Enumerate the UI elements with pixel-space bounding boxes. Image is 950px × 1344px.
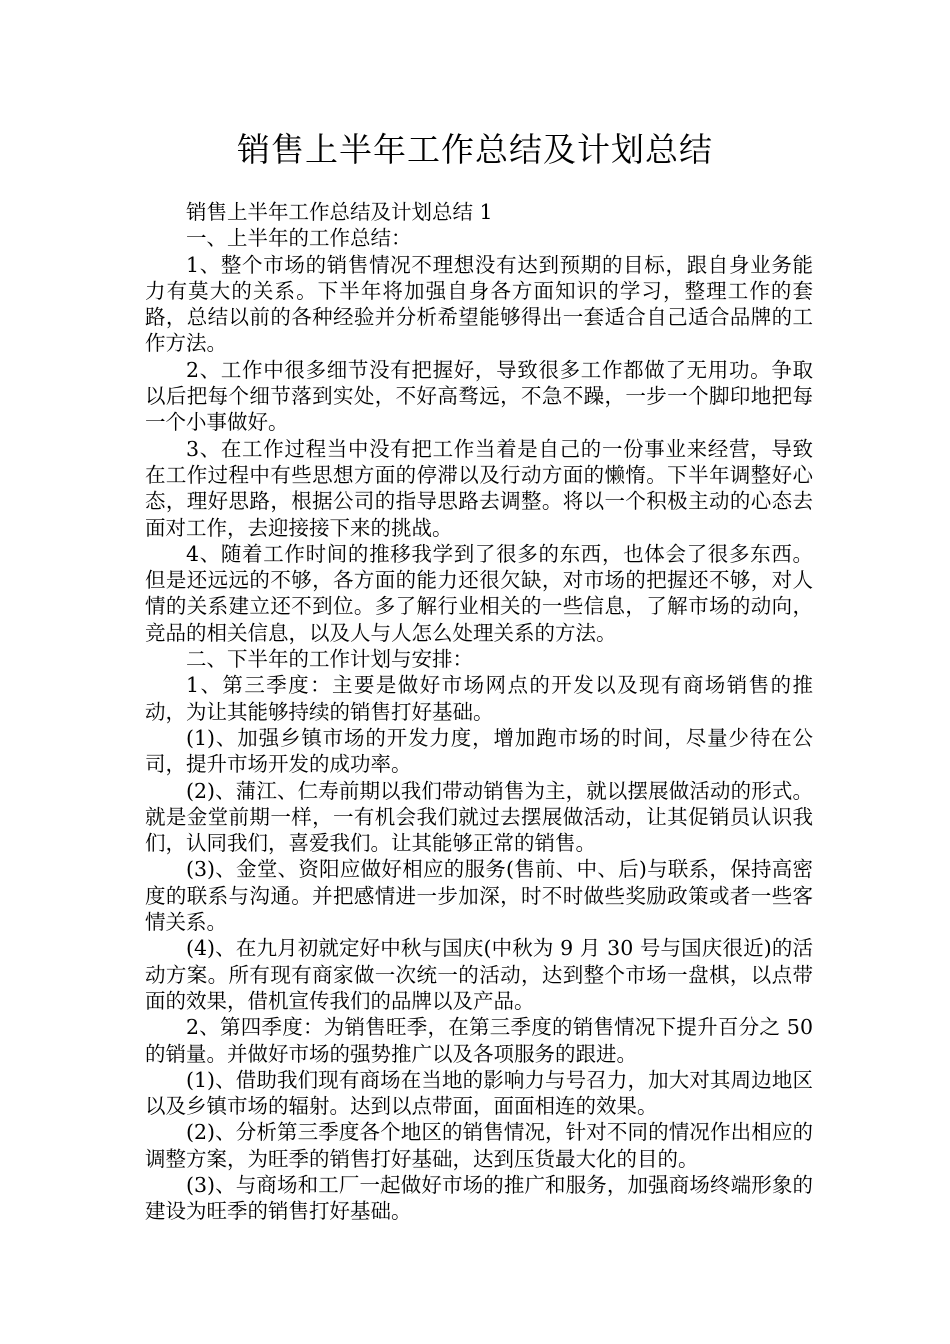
paragraph-summary-2: 2、工作中很多细节没有把握好，导致很多工作都做了无用功。争取以后把每个细节落到实处，不好高骛远，不急不躁，一步一个脚印地把每一个小事做好。	[145, 357, 813, 435]
paragraph-q3-item-2: (2)、蒲江、仁寿前期以我们带动销售为主，就以摆展做活动的形式。就是金堂前期一样，一有机会我们就过去摆展做活动，让其促销员认识我们，认同我们，喜爱我们。让其能够正常的销售。	[145, 778, 813, 856]
heading-second-half-plan: 二、下半年的工作计划与安排：	[186, 647, 473, 672]
paragraph-summary-4: 4、随着工作时间的推移我学到了很多的东西，也体会了很多东西。但是还远远的不够，各方面的能力还很欠缺，对市场的把握还不够，对人情的关系建立还不到位。多了解行业相关的一些信息，了解市场的动向，竞品的相关信息，以及人与人怎么处理关系的方法。	[145, 541, 813, 645]
paragraph-q4-item-1: (1)、借助我们现有商场在当地的影响力与号召力，加大对其周边地区以及乡镇市场的辐射。达到以点带面，面面相连的效果。	[145, 1067, 813, 1119]
paragraph-summary-3: 3、在工作过程当中没有把工作当着是自己的一份事业来经营，导致在工作过程中有些思想方面的停滞以及行动方面的懒惰。下半年调整好心态，理好思路，根据公司的指导思路去调整。将以一个积极主动的心态去面对工作，去迎接接下来的挑战。	[145, 436, 813, 540]
paragraph-q3-plan: 1、第三季度：主要是做好市场网点的开发以及现有商场销售的推动，为让其能够持续的销售打好基础。	[145, 673, 813, 724]
paragraph-q3-item-1: (1)、加强乡镇市场的开发力度，增加跑市场的时间，尽量少待在公司，提升市场开发的成功率。	[145, 725, 813, 777]
paragraph-q3-item-4: (4)、在九月初就定好中秋与国庆(中秋为 9 月 30 号与国庆很近)的活动方案。所有现有商家做一次统一的活动，达到整个市场一盘棋，以点带面的效果，借机宣传我们的品牌以及产品。	[145, 936, 813, 1013]
paragraph-q4-item-2: (2)、分析第三季度各个地区的销售情况，针对不同的情况作出相应的调整方案，为旺季的销售打好基础，达到压货最大化的目的。	[145, 1120, 813, 1171]
document-title: 销售上半年工作总结及计划总结	[237, 130, 713, 169]
paragraph-q4-item-3: (3)、与商场和工厂一起做好市场的推广和服务，加强商场终端形象的建设为旺季的销售打好基础。	[145, 1172, 813, 1224]
paragraph-q3-item-3: (3)、金堂、资阳应做好相应的服务(售前、中、后)与联系，保持高密度的联系与沟通。并把感情进一步加深，时不时做些奖励政策或者一些客情关系。	[145, 857, 813, 935]
heading-first-half-summary: 一、上半年的工作总结：	[186, 226, 412, 251]
paragraph-summary-1: 1、整个市场的销售情况不理想没有达到预期的目标，跟自身业务能力有莫大的关系。下半年将加强自身各方面知识的学习，整理工作的套路，总结以前的各种经验并分析希望能够得出一套适合自己适合品牌的工作方法。	[145, 252, 813, 356]
paragraph-q4-plan: 2、第四季度：为销售旺季，在第三季度的销售情况下提升百分之 50 的销量。并做好市场的强势推广以及各项服务的跟进。	[145, 1015, 813, 1066]
document-body	[145, 199, 813, 1225]
paragraph-subtitle: 销售上半年工作总结及计划总结 1	[186, 200, 493, 224]
